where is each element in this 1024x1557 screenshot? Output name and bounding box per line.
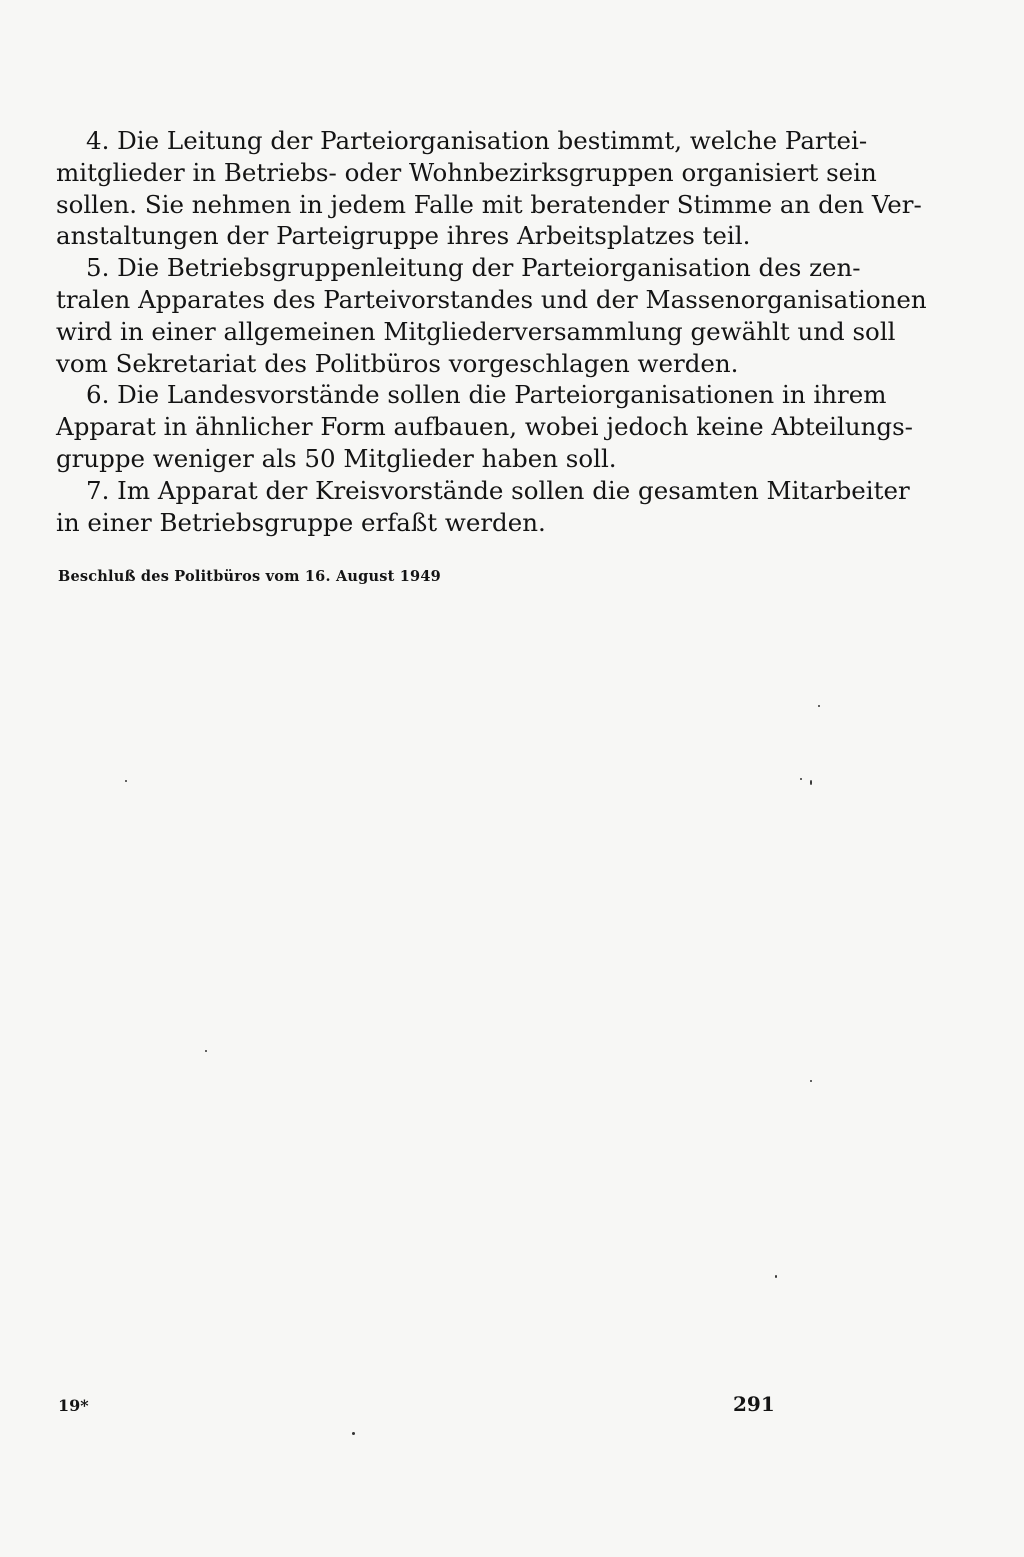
signature-mark: 19*: [58, 1396, 89, 1415]
paragraph-line: anstaltungen der Parteigruppe ihres Arbeitsplatzes teil.: [56, 221, 751, 251]
paragraph-4: [56, 125, 922, 252]
page-number: 291: [733, 1392, 775, 1416]
paragraph-6: [56, 379, 913, 474]
paragraph-7: [56, 475, 910, 539]
scan-speck: [125, 780, 127, 782]
paragraph-line: in einer Betriebsgruppe erfaßt werden.: [56, 507, 546, 537]
paragraph-line: mitglieder in Betriebs- oder Wohnbezirksgruppen organisiert sein: [56, 157, 877, 187]
paragraph-line: 4. Die Leitung der Parteiorganisation bestimmt, welche Partei-: [86, 126, 868, 155]
paragraph-line: 5. Die Betriebsgruppenleitung der Parteiorganisation des zen-: [86, 253, 861, 283]
scan-speck: [775, 1275, 777, 1278]
paragraph-line: 7. Im Apparat der Kreisvorstände sollen die gesamten Mitarbeiter: [86, 475, 910, 505]
paragraph-line: Apparat in ähnlicher Form aufbauen, wobei jedoch keine Abteilungs-: [56, 412, 913, 442]
scan-speck: [205, 1050, 207, 1052]
paragraph-line: tralen Apparates des Parteivorstandes und der Massenorganisationen: [56, 284, 927, 314]
scan-speck: [818, 705, 820, 707]
scan-speck: [810, 780, 812, 785]
body-text: [56, 125, 927, 538]
paragraph-line: vom Sekretariat des Politbüros vorgeschlagen werden.: [56, 348, 739, 378]
resolution-note: Beschluß des Politbüros vom 16. August 1949: [58, 568, 441, 585]
scan-speck: [810, 1080, 812, 1082]
paragraph-line: 6. Die Landesvorstände sollen die Parteiorganisationen in ihrem: [86, 380, 887, 410]
scan-speck: [800, 778, 802, 780]
paragraph-line: sollen. Sie nehmen in jedem Falle mit beratender Stimme an den Ver-: [56, 189, 922, 219]
paragraph-5: [56, 252, 927, 379]
scan-speck: [352, 1432, 355, 1435]
paragraph-line: gruppe weniger als 50 Mitglieder haben soll.: [56, 443, 617, 473]
paragraph-line: wird in einer allgemeinen Mitgliederversammlung gewählt und soll: [56, 316, 896, 346]
